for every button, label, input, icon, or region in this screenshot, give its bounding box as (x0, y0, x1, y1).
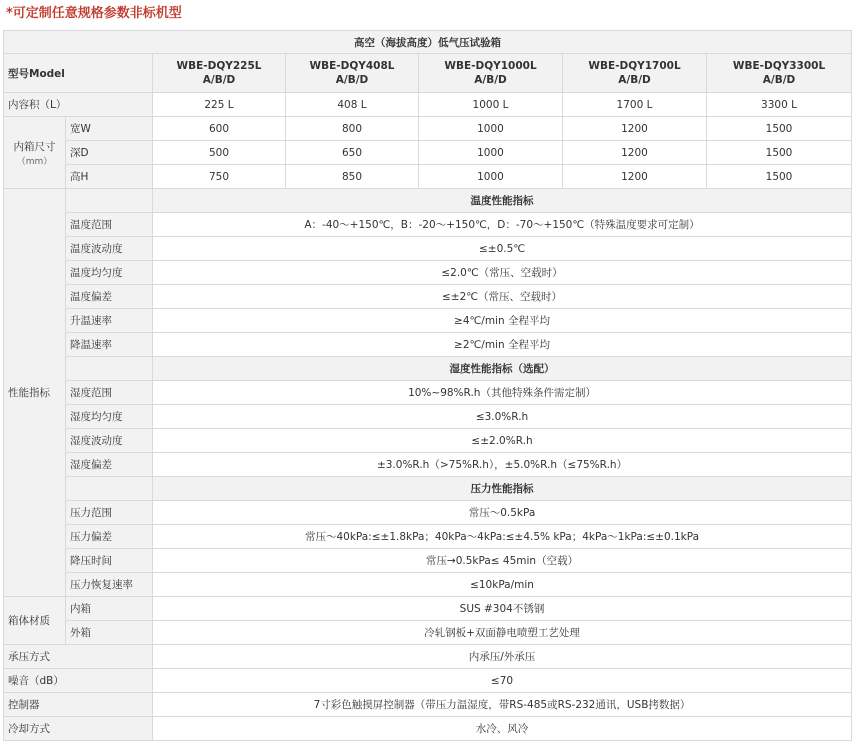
spec-label: 温度波动度 (66, 237, 153, 261)
model-row (4, 54, 852, 93)
spec-value: ≥4℃/min 全程平均 (153, 309, 852, 333)
model-label: 型号Model (4, 54, 153, 93)
dimension-value: 1200 (563, 165, 707, 189)
spec-label: 湿度波动度 (66, 429, 153, 453)
spec-label: 压力偏差 (66, 525, 153, 549)
spec-value: 常压→0.5kPa≤ 45min（空载） (153, 549, 852, 573)
spec-label: 压力恢复速率 (66, 573, 153, 597)
spec-row (4, 717, 852, 741)
spec-value: ≥2℃/min 全程平均 (153, 333, 852, 357)
inner-size-row (4, 141, 852, 165)
performance-row (4, 573, 852, 597)
model-variant: A/B/D (335, 74, 369, 86)
volume-value: 3300 L (707, 93, 852, 117)
spec-row (4, 693, 852, 717)
volume-label: 内容积（L） (4, 93, 153, 117)
model-cell (419, 54, 563, 93)
spec-label: 外箱 (66, 621, 153, 645)
inner-size-group (4, 117, 66, 189)
spec-table (3, 30, 852, 741)
performance-label: 性能指标 (4, 189, 66, 597)
performance-row (4, 477, 852, 501)
performance-row (4, 525, 852, 549)
temperature-section-header: 温度性能指标 (153, 189, 852, 213)
spec-label: 温度偏差 (66, 285, 153, 309)
spec-label: 冷却方式 (4, 717, 153, 741)
spec-value: 内承压/外承压 (153, 645, 852, 669)
model-name: WBE-DQY408L (309, 60, 395, 72)
spec-label: 噪音（dB） (4, 669, 153, 693)
model-cell (563, 54, 707, 93)
performance-row (4, 213, 852, 237)
page-notice: *可定制任意规格参数非标机型 (6, 6, 182, 21)
spec-label: 内箱 (66, 597, 153, 621)
spec-label: 降压时间 (66, 549, 153, 573)
spec-value: ≤±0.5℃ (153, 237, 852, 261)
performance-row (4, 261, 852, 285)
performance-row (4, 429, 852, 453)
dimension-label: 宽W (66, 117, 153, 141)
model-name: WBE-DQY1700L (588, 60, 681, 72)
spec-value: ≤2.0℃（常压、空载时） (153, 261, 852, 285)
spec-value: ≤70 (153, 669, 852, 693)
spec-value: 7寸彩色触摸屏控制器（带压力温湿度，带RS-485或RS-232通讯，USB拷数据） (153, 693, 852, 717)
dimension-value: 1500 (707, 165, 852, 189)
performance-row (4, 381, 852, 405)
pressure-section-header: 压力性能指标 (153, 477, 852, 501)
dimension-value: 1000 (419, 117, 563, 141)
spec-value: SUS #304不锈钢 (153, 597, 852, 621)
volume-value: 1700 L (563, 93, 707, 117)
dimension-value: 850 (286, 165, 419, 189)
spec-label: 升温速率 (66, 309, 153, 333)
model-cell (707, 54, 852, 93)
dimension-value: 1500 (707, 117, 852, 141)
model-variant: A/B/D (618, 74, 651, 86)
model-name: WBE-DQY3300L (732, 60, 826, 72)
model-cell (286, 54, 419, 93)
performance-row (4, 285, 852, 309)
spec-label: 温度范围 (66, 213, 153, 237)
material-label: 箱体材质 (4, 597, 66, 645)
model-cell (153, 54, 286, 93)
section-spacer (66, 189, 153, 213)
performance-row (4, 549, 852, 573)
volume-value: 225 L (153, 93, 286, 117)
performance-row (4, 453, 852, 477)
table-title: 高空（海拔高度）低气压试验箱 (4, 31, 852, 54)
model-variant: A/B/D (474, 74, 507, 86)
dimension-value: 800 (286, 117, 419, 141)
performance-row (4, 501, 852, 525)
spec-label: 承压方式 (4, 645, 153, 669)
volume-row (4, 93, 852, 117)
performance-row (4, 357, 852, 381)
model-variant: A/B/D (202, 74, 236, 86)
spec-value: 冷轧钢板+双面静电喷塑工艺处理 (153, 621, 852, 645)
spec-value: A：-40～+150℃，B：-20～+150℃，D：-70～+150℃（特殊温度要求可定制） (153, 213, 852, 237)
inner-size-unit: （mm） (16, 156, 53, 167)
model-name: WBE-DQY1000L (444, 60, 537, 72)
volume-value: 408 L (286, 93, 419, 117)
spec-label: 压力范围 (66, 501, 153, 525)
table-title-row (4, 31, 852, 54)
spec-label: 降温速率 (66, 333, 153, 357)
dimension-value: 1200 (563, 117, 707, 141)
material-row (4, 597, 852, 621)
spec-value: 常压～40kPa:≤±1.8kPa；40kPa～4kPa:≤±4.5% kPa；4kPa～1kPa:≤±0.1kPa (153, 525, 852, 549)
spec-value: ≤±2℃（常压、空载时） (153, 285, 852, 309)
section-spacer (66, 357, 153, 381)
performance-row (4, 189, 852, 213)
spec-label: 湿度范围 (66, 381, 153, 405)
dimension-value: 1000 (419, 141, 563, 165)
spec-label: 湿度偏差 (66, 453, 153, 477)
dimension-value: 600 (153, 117, 286, 141)
dimension-value: 1200 (563, 141, 707, 165)
inner-size-row (4, 165, 852, 189)
volume-value: 1000 L (419, 93, 563, 117)
spec-label: 温度均匀度 (66, 261, 153, 285)
spec-label: 控制器 (4, 693, 153, 717)
spec-value: 水冷、风冷 (153, 717, 852, 741)
spec-row (4, 669, 852, 693)
dimension-value: 1500 (707, 141, 852, 165)
spec-value: ≤10kPa/min (153, 573, 852, 597)
dimension-value: 750 (153, 165, 286, 189)
dimension-value: 500 (153, 141, 286, 165)
model-variant: A/B/D (762, 74, 796, 86)
model-name: WBE-DQY225L (176, 60, 262, 72)
spec-value: ±3.0%R.h（>75%R.h），±5.0%R.h（≤75%R.h） (153, 453, 852, 477)
dimension-value: 650 (286, 141, 419, 165)
performance-row (4, 333, 852, 357)
spec-value: 常压～0.5kPa (153, 501, 852, 525)
material-row (4, 621, 852, 645)
spec-row (4, 645, 852, 669)
dimension-label: 高H (66, 165, 153, 189)
dimension-label: 深D (66, 141, 153, 165)
spec-label: 湿度均匀度 (66, 405, 153, 429)
dimension-value: 1000 (419, 165, 563, 189)
humidity-section-header: 湿度性能指标（选配） (153, 357, 852, 381)
inner-size-label: 内箱尺寸 (13, 140, 56, 153)
spec-value: ≤±2.0%R.h (153, 429, 852, 453)
performance-row (4, 405, 852, 429)
spec-value: ≤3.0%R.h (153, 405, 852, 429)
performance-row (4, 237, 852, 261)
inner-size-row (4, 117, 852, 141)
performance-row (4, 309, 852, 333)
section-spacer (66, 477, 153, 501)
spec-value: 10%~98%R.h（其他特殊条件需定制） (153, 381, 852, 405)
